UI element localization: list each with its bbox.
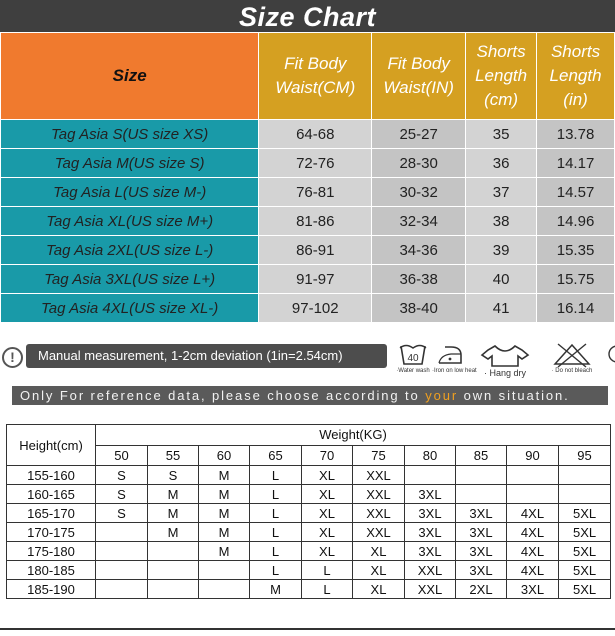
size-cell: S (96, 485, 148, 504)
height-row (7, 523, 611, 542)
header-waist-cm-line2: Waist(CM) (275, 78, 356, 97)
height-row (7, 580, 611, 599)
size-cell: XL (353, 542, 405, 561)
header-waist-cm-line1: Fit Body (284, 54, 347, 73)
size-cell (148, 542, 199, 561)
size-cell: S (96, 504, 148, 523)
header-waist-cm (259, 33, 372, 120)
height-row (7, 485, 611, 504)
waist-cm-cell: 86-91 (259, 236, 372, 265)
size-cell: L (302, 580, 353, 599)
length-in-cell: 16.14 (537, 294, 615, 323)
size-cell: XXL (405, 561, 456, 580)
size-cell: L (250, 523, 302, 542)
size-cell: L (250, 466, 302, 485)
hang-dry-icon (477, 342, 533, 378)
partial-care-icon (606, 342, 615, 368)
wash-temperature: 40 (407, 353, 419, 364)
size-row (1, 120, 615, 149)
size-cell: 5XL (559, 523, 611, 542)
size-cell: M (199, 523, 250, 542)
height-value: 165-170 (7, 504, 96, 523)
length-cm-cell: 41 (466, 294, 537, 323)
weight-value: 80 (405, 445, 456, 466)
size-row (1, 294, 615, 323)
size-cell: 4XL (507, 504, 559, 523)
size-cell: M (199, 504, 250, 523)
weight-values-row (7, 445, 611, 466)
waist-cm-cell: 81-86 (259, 207, 372, 236)
size-cell: XL (302, 523, 353, 542)
weight-value: 70 (302, 445, 353, 466)
size-cell: 5XL (559, 561, 611, 580)
size-tag: Tag Asia S(US size XS) (1, 120, 259, 149)
weight-value: 55 (148, 445, 199, 466)
waist-in-cell: 28-30 (372, 149, 466, 178)
size-cell: XL (302, 504, 353, 523)
size-cell: 3XL (456, 542, 507, 561)
weight-value: 95 (559, 445, 611, 466)
waist-in-cell: 32-34 (372, 207, 466, 236)
hang-dry-caption: · Hang dry (483, 368, 527, 378)
reference-text-start: Only For reference data, please choose according to (20, 388, 426, 403)
waist-in-cell: 25-27 (372, 120, 466, 149)
waist-in-cell: 34-36 (372, 236, 466, 265)
size-row (1, 207, 615, 236)
size-tag: Tag Asia M(US size S) (1, 149, 259, 178)
header-length-cm-line1: Shorts (476, 42, 526, 61)
size-cell: 3XL (456, 523, 507, 542)
size-cell (199, 561, 250, 580)
header-length-cm-line2: Length (475, 66, 528, 85)
waist-in-cell: 38-40 (372, 294, 466, 323)
height-row (7, 542, 611, 561)
size-cell: M (250, 580, 302, 599)
wash-caption: ·Water wash (396, 368, 430, 374)
size-cell: 2XL (456, 580, 507, 599)
height-value: 185-190 (7, 580, 96, 599)
header-length-in-line2: Length (549, 66, 602, 85)
height-row (7, 504, 611, 523)
weight-header-row (7, 425, 611, 446)
length-in-cell: 14.57 (537, 178, 615, 207)
size-cell: 4XL (507, 561, 559, 580)
wash-40-icon (396, 342, 430, 374)
weight-value: 50 (96, 445, 148, 466)
waist-cm-cell: 97-102 (259, 294, 372, 323)
size-cell: 3XL (405, 523, 456, 542)
iron-icon (435, 342, 465, 368)
size-cell: 5XL (559, 504, 611, 523)
size-cell: L (250, 542, 302, 561)
length-cm-cell: 39 (466, 236, 537, 265)
do-not-bleach-icon (545, 342, 599, 374)
size-tag: Tag Asia 3XL(US size L+) (1, 265, 259, 294)
height-value: 170-175 (7, 523, 96, 542)
size-row (1, 149, 615, 178)
size-cell: XXL (405, 580, 456, 599)
size-cell: 3XL (456, 561, 507, 580)
size-cell: XL (353, 580, 405, 599)
length-cm-cell: 36 (466, 149, 537, 178)
size-cell (96, 580, 148, 599)
header-length-in (537, 33, 615, 120)
size-cell: L (250, 504, 302, 523)
size-cell: L (250, 485, 302, 504)
reference-highlight: your (425, 388, 459, 403)
iron-low-heat-icon (432, 342, 477, 374)
length-cm-cell: 37 (466, 178, 537, 207)
weight-value: 85 (456, 445, 507, 466)
size-chart-title: Size Chart (0, 0, 615, 32)
length-in-cell: 13.78 (537, 120, 615, 149)
waist-cm-cell: 72-76 (259, 149, 372, 178)
size-cell (148, 561, 199, 580)
weight-value: 75 (353, 445, 405, 466)
size-cell: XL (302, 542, 353, 561)
size-cell: M (199, 466, 250, 485)
size-cell (148, 580, 199, 599)
size-cell: M (199, 485, 250, 504)
length-in-cell: 15.35 (537, 236, 615, 265)
size-cell: M (199, 542, 250, 561)
size-cell: 4XL (507, 542, 559, 561)
size-cell (559, 485, 611, 504)
waist-cm-cell: 91-97 (259, 265, 372, 294)
header-length-cm (466, 33, 537, 120)
size-cell: XXL (353, 523, 405, 542)
size-cell (96, 561, 148, 580)
size-cell: L (250, 561, 302, 580)
size-cell: 5XL (559, 542, 611, 561)
size-cell: 5XL (559, 580, 611, 599)
length-in-cell: 15.75 (537, 265, 615, 294)
height-row (7, 466, 611, 485)
size-tag: Tag Asia 4XL(US size XL-) (1, 294, 259, 323)
waist-cm-cell: 76-81 (259, 178, 372, 207)
size-cell (456, 466, 507, 485)
size-cell: S (148, 466, 199, 485)
length-cm-cell: 38 (466, 207, 537, 236)
size-cell: 3XL (405, 504, 456, 523)
height-value: 175-180 (7, 542, 96, 561)
size-row (1, 178, 615, 207)
size-cell: XL (302, 466, 353, 485)
measurement-note: Manual measurement, 1-2cm deviation (1in=2.54cm) (26, 344, 387, 368)
waist-in-cell: 30-32 (372, 178, 466, 207)
size-cell: 3XL (405, 485, 456, 504)
size-tag: Tag Asia 2XL(US size L-) (1, 236, 259, 265)
reference-text-end: own situation. (458, 388, 570, 403)
header-length-cm-line3: (cm) (484, 90, 519, 109)
size-cell: XXL (353, 504, 405, 523)
size-cell: S (96, 466, 148, 485)
size-table-header (1, 33, 615, 120)
height-weight-table (6, 424, 611, 599)
size-cell: 3XL (405, 542, 456, 561)
size-row (1, 265, 615, 294)
header-waist-in (372, 33, 466, 120)
header-length-in-line3: (in) (563, 90, 588, 109)
size-cell: M (148, 485, 199, 504)
length-cm-cell: 35 (466, 120, 537, 149)
header-waist-in-line1: Fit Body (387, 54, 450, 73)
height-value: 160-165 (7, 485, 96, 504)
waist-cm-cell: 64-68 (259, 120, 372, 149)
weight-value: 60 (199, 445, 250, 466)
size-cell: M (148, 523, 199, 542)
iron-caption: ·Iron on low heat (432, 368, 477, 374)
header-size: Size (1, 33, 259, 120)
size-cell: M (148, 504, 199, 523)
bleach-caption: · Do not bleach (551, 368, 593, 374)
wash-tub-icon (398, 342, 428, 368)
height-row (7, 561, 611, 580)
header-length-in-line1: Shorts (550, 42, 601, 61)
length-in-cell: 14.17 (537, 149, 615, 178)
size-table (0, 32, 615, 323)
size-cell: XXL (353, 466, 405, 485)
header-waist-in-line2: Waist(IN) (383, 78, 454, 97)
bottom-divider (0, 628, 615, 630)
size-tag: Tag Asia L(US size M-) (1, 178, 259, 207)
weight-value: 90 (507, 445, 559, 466)
size-cell (456, 485, 507, 504)
size-row (1, 236, 615, 265)
size-cell (559, 466, 611, 485)
size-cell (96, 542, 148, 561)
size-cell (199, 580, 250, 599)
size-cell (507, 485, 559, 504)
waist-in-cell: 36-38 (372, 265, 466, 294)
height-value: 155-160 (7, 466, 96, 485)
size-tag: Tag Asia XL(US size M+) (1, 207, 259, 236)
size-cell: XL (302, 485, 353, 504)
height-header: Height(cm) (7, 425, 96, 466)
size-cell: 4XL (507, 523, 559, 542)
size-cell (405, 466, 456, 485)
height-value: 180-185 (7, 561, 96, 580)
size-cell: 3XL (456, 504, 507, 523)
size-cell (96, 523, 148, 542)
shirt-icon (479, 342, 531, 368)
care-notice (0, 342, 615, 382)
length-in-cell: 14.96 (537, 207, 615, 236)
size-cell (507, 466, 559, 485)
length-cm-cell: 40 (466, 265, 537, 294)
size-cell: 3XL (507, 580, 559, 599)
warning-icon: ! (2, 347, 23, 368)
size-cell: L (302, 561, 353, 580)
reference-notice (12, 386, 608, 405)
weight-value: 65 (250, 445, 302, 466)
bleach-triangle-icon (552, 342, 592, 368)
size-cell: XL (353, 561, 405, 580)
weight-header: Weight(KG) (96, 425, 611, 446)
size-cell: XXL (353, 485, 405, 504)
